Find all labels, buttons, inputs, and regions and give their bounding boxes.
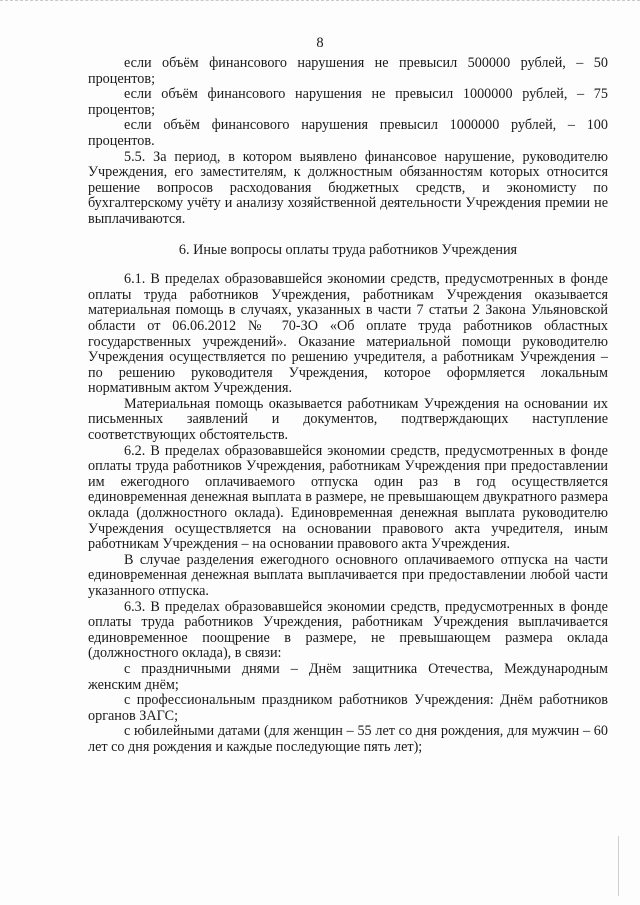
- document-body: [88, 56, 608, 756]
- section-heading: 6. Иные вопросы оплаты труда работников Учреждения: [178, 241, 518, 258]
- paragraph-material-aid-basis: Материальная помощь оказывается работникам Учреждения на основании их письменных заявлений и документов, подтверждающих наступление соответствующих обстоятельств.: [88, 395, 608, 444]
- paragraph-6-3: 6.3. В пределах образовавшейся экономии средств, предусмотренных в фонде оплаты труда работников Учреждения, работникам Учреждения выплачивается единовременное поощрение в размере, не превышающем размера оклада (должностного оклада), в связи:: [88, 598, 608, 662]
- list-item-holidays: с праздничными днями – Днём защитника Отечества, Международным женским днём;: [88, 660, 608, 693]
- page-number: 8: [316, 35, 324, 51]
- scan-margin-mark: [618, 836, 619, 896]
- paragraph-penalty-1000000-exceeded: если объём финансового нарушения превысил 1000000 рублей, – 100 процентов.: [88, 117, 608, 149]
- paragraph-penalty-500000: если объём финансового нарушения не превысил 500000 рублей, – 50 процентов;: [88, 55, 608, 87]
- paragraph-5-5: 5.5. За период, в котором выявлено финансовое нарушение, руководителю Учреждения, его заместителям, к должностным обязанностям которых относится решение вопросов расходования бюджетных средств, и экономисту по бухгалтерскому учёту и анализу хозяйственной деятельности Учреждения премии не выплачиваются.: [88, 148, 608, 227]
- paragraph-vacation-split: В случае разделения ежегодного основного оплачиваемого отпуска на части единовременная денежная выплата выплачивается при предоставлении любой части указанного отпуска.: [88, 551, 608, 599]
- paragraph-6-2: 6.2. В пределах образовавшейся экономии средств, предусмотренных в фонде оплаты труда работников Учреждения, работникам Учреждения при предоставлении им ежегодного оплачиваемого отпуска один раз в год осуществляется единовременная денежная выплата в размере, не превышающем двукратного размера оклада (должностного оклада). Единовременная денежная выплата руководителю Учреждения осуществляется на основании правового акта учредителя, иным работникам Учреждения – на основании правового акта Учреждения.: [88, 442, 608, 553]
- paragraph-penalty-1000000-not-exceeded: если объём финансового нарушения не превысил 1000000 рублей, – 75 процентов;: [88, 86, 608, 118]
- paragraph-6-1: 6.1. В пределах образовавшейся экономии средств, предусмотренных в фонде оплаты труда работников Учреждения, работникам Учреждения оказывается материальная помощь в случаях, указанных в части 7 статьи 2 Закона Ульяновской области от 06.06.2012 № 70-ЗО «Об оплате труда работников областных государственных учреждений». Оказание материальной помощи руководителю Учреждения осуществляется по решению учредителя, а работникам Учреждения – по решению руководителя Учреждения, которое оформляется локальным нормативным актом Учреждения.: [88, 271, 608, 397]
- list-item-anniversaries: с юбилейными датами (для женщин – 55 лет со дня рождения, для мужчин – 60 лет со дня рождения и каждые последующие пять лет);: [88, 723, 608, 755]
- scan-edge-artifact: [0, 0, 640, 5]
- list-item-professional-holiday: с профессиональным праздником работников Учреждения: Днём работников органов ЗАГС;: [88, 692, 608, 724]
